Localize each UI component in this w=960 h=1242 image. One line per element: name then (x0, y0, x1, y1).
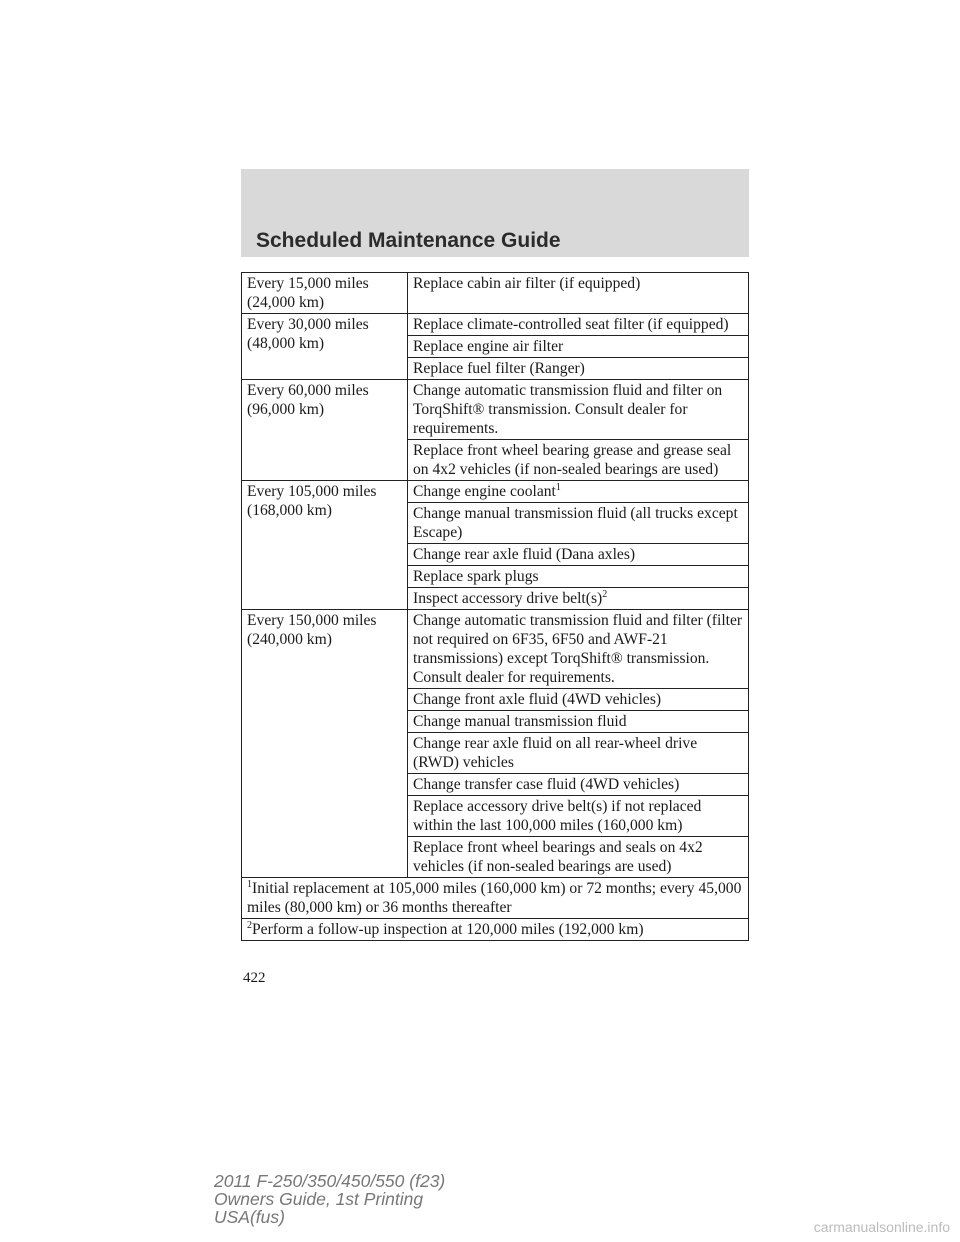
service-cell (408, 380, 749, 440)
service-cell (408, 774, 749, 796)
service-text: Change automatic transmission fluid and filter (filter not required on 6F35, 6F50 and AWF-21 transmissions) except TorqShift® transmission. Consult dealer for requirements. (413, 612, 743, 686)
service-text: Change automatic transmission fluid and filter on TorqShift® transmission. Consult dealer for requirements. (413, 382, 723, 437)
footer-model-code: (f23) (409, 1171, 446, 1191)
footnote-mark: 2 (247, 919, 252, 931)
table-row (242, 610, 749, 689)
service-cell (408, 588, 749, 610)
service-text: Change engine coolant (413, 483, 556, 500)
interval-line: (168,000 km) (247, 502, 332, 519)
service-text: Replace engine air filter (413, 338, 564, 355)
service-text: Change transfer case fluid (4WD vehicles) (413, 776, 680, 793)
footnote-row (242, 919, 749, 941)
service-cell (408, 440, 749, 481)
service-cell (408, 566, 749, 588)
service-cell (408, 273, 749, 314)
service-cell (408, 358, 749, 380)
footer-market: USA (214, 1207, 250, 1227)
service-cell (408, 610, 749, 689)
interval-line: (24,000 km) (247, 294, 325, 311)
page-number: 422 (243, 970, 266, 986)
service-cell (408, 336, 749, 358)
interval-line: Every 60,000 miles (247, 382, 369, 399)
footer-guide: Owners Guide, 1st Printing (214, 1189, 424, 1209)
service-text: Change front axle fluid (4WD vehicles) (413, 691, 662, 708)
section-title: Scheduled Maintenance Guide (256, 229, 561, 252)
footnote-ref: 2 (602, 588, 608, 600)
footnote-cell (242, 919, 749, 941)
footnote-ref: 1 (555, 481, 561, 493)
footnote-row (242, 878, 749, 919)
watermark: carmanualsonline.info (813, 1219, 950, 1235)
footnote-cell (242, 878, 749, 919)
interval-line: Every 15,000 miles (247, 275, 369, 292)
table-row (242, 273, 749, 314)
service-text: Replace front wheel bearing grease and grease seal on 4x2 vehicles (if non-sealed bearings are used) (413, 442, 732, 478)
service-cell (408, 796, 749, 837)
interval-cell (242, 610, 408, 878)
document-footer (214, 1172, 445, 1226)
interval-line: (48,000 km) (247, 335, 325, 352)
maintenance-table-body (242, 273, 749, 941)
interval-line: (96,000 km) (247, 401, 325, 418)
interval-line: Every 150,000 miles (247, 612, 377, 629)
service-cell (408, 314, 749, 336)
footer-market-code: (fus) (249, 1207, 285, 1227)
service-text: Change rear axle fluid (Dana axles) (413, 546, 636, 563)
service-cell (408, 481, 749, 503)
service-cell (408, 689, 749, 711)
service-text: Replace accessory drive belt(s) if not replaced within the last 100,000 miles (160,000 km) (413, 798, 702, 834)
table-row (242, 380, 749, 440)
maintenance-table (241, 272, 749, 941)
section-header (241, 169, 749, 257)
service-text: Change manual transmission fluid (all trucks except Escape) (413, 505, 738, 541)
interval-cell (242, 380, 408, 481)
footnote-mark: 1 (247, 878, 252, 890)
interval-cell (242, 314, 408, 380)
interval-line: (240,000 km) (247, 631, 332, 648)
interval-cell (242, 481, 408, 610)
interval-cell (242, 273, 408, 314)
service-text: Change manual transmission fluid (413, 713, 627, 730)
service-text: Replace cabin air filter (if equipped) (413, 275, 641, 292)
service-text: Replace fuel filter (Ranger) (413, 360, 585, 377)
table-row (242, 314, 749, 336)
service-cell (408, 544, 749, 566)
service-text: Inspect accessory drive belt(s) (413, 590, 603, 607)
service-text: Replace front wheel bearings and seals on 4x2 vehicles (if non-sealed bearings are used) (413, 839, 703, 875)
service-text: Replace climate-controlled seat filter (if equipped) (413, 316, 729, 333)
service-text: Change rear axle fluid on all rear-wheel drive (RWD) vehicles (413, 735, 698, 771)
service-text: Replace spark plugs (413, 568, 539, 585)
interval-line: Every 105,000 miles (247, 483, 377, 500)
table-row (242, 481, 749, 503)
interval-line: Every 30,000 miles (247, 316, 369, 333)
footer-model: 2011 F-250/350/450/550 (214, 1171, 405, 1191)
service-cell (408, 503, 749, 544)
service-cell (408, 837, 749, 878)
service-cell (408, 733, 749, 774)
footnote-text: Perform a follow-up inspection at 120,000 miles (192,000 km) (252, 921, 644, 938)
service-cell (408, 711, 749, 733)
footnote-text: Initial replacement at 105,000 miles (160,000 km) or 72 months; every 45,000 miles (80,000 km) or 36 months thereafter (247, 880, 742, 916)
